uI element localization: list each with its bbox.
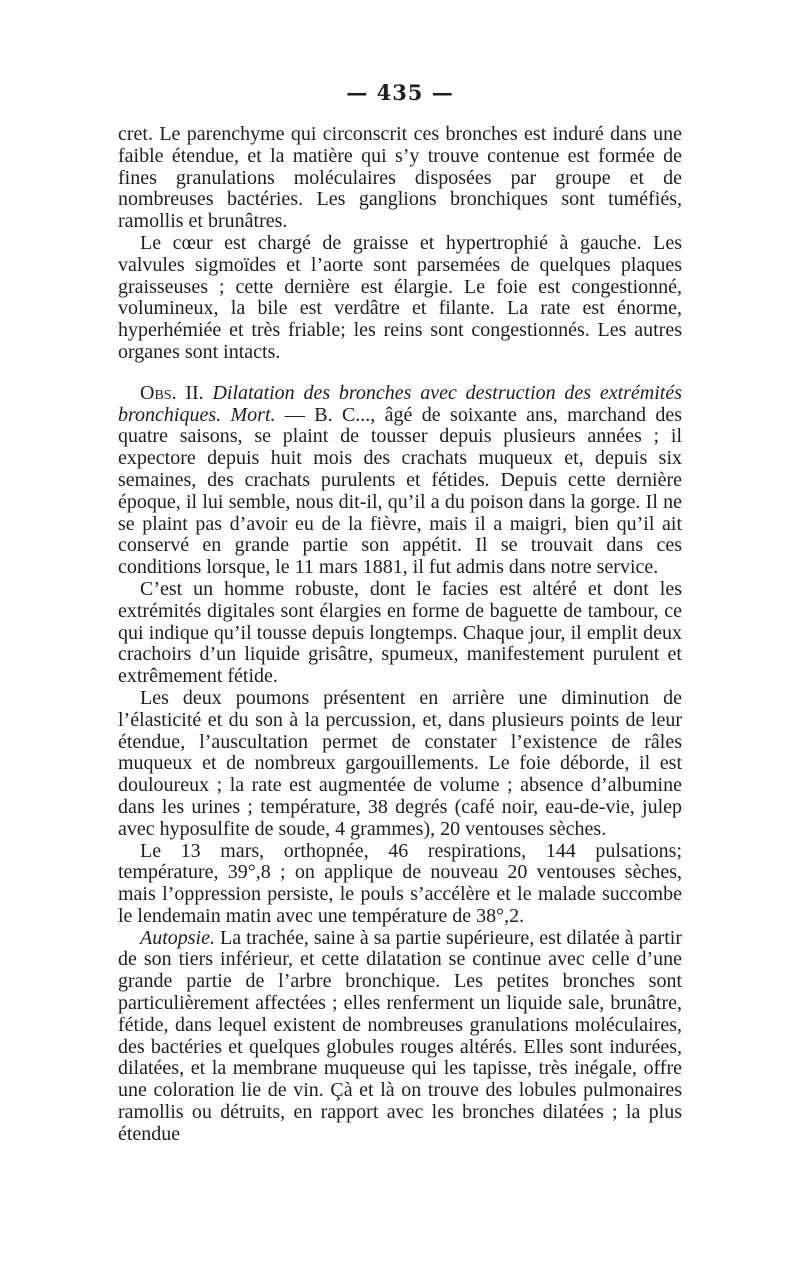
autopsy-text: La trachée, saine à sa partie supérieure, est dilatée à partir de son tiers inférieur, et cette dilatation se continue avec celle d’une grande partie de l’arbre bronchique. Les petites bronches sont particulièrement affectées ; elles renferment un liquide sale, brunâtre, fétide, dans lequel existent de nombreuses granulations moléculaires, des bactéries et quelques globules rouges altérés. Elles sont indurées, dilatées, et la membrane muqueuse qui les tapisse, très inégale, offre une coloration lie de vin. Çà et là on trouve des lobules pulmonaires ramollis ou détruits, en rapport avec les bronches dilatées ; la plus étendue: [118, 926, 682, 1145]
paragraph: C’est un homme robuste, dont le facies est altéré et dont les extrémités digitales sont élargies en forme de baguette de tambour, ce qui indique qu’il tousse depuis longtemps. Chaque jour, il emplit deux crachoirs d’un liquide grisâtre, spumeux, manifestement purulent et extrêmement fétide.: [118, 577, 682, 688]
page-number: — 435 —: [346, 80, 454, 105]
observation-label: Obs. II.: [140, 381, 204, 404]
paragraph: Les deux poumons présentent en arrière une diminution de l’élasticité et du son à la percussion, et, dans plusieurs points de leur étendue, l’auscultation permet de constater l’existence de râles muqueux et de nombreux gargouillements. Le foie déborde, il est douloureux ; la rate est augmentée de volume ; absence d’albumine dans les urines ; température, 38 degrés (café noir, eau-de-vie, julep avec hyposulfite de soude, 4 grammes), 20 ventouses sèches.: [118, 686, 682, 840]
paragraph: Le 13 mars, orthopnée, 46 respirations, 144 pulsations; température, 39°,8 ; on applique de nouveau 20 ventouses sèches, mais l’oppression persiste, le pouls s’accélère et le malade succombe le lendemain matin avec une température de 38°,2.: [118, 839, 682, 927]
autopsy-paragraph: [118, 928, 682, 1146]
paragraph: cret. Le parenchyme qui circonscrit ces bronches est induré dans une faible étendue, et la matière qui s’y trouve contenue est formée de fines granulations moléculaires disposées par groupe et de nombreuses bactéries. Les ganglions bronchiques sont tuméfiés, ramollis et brunâtres.: [118, 123, 682, 233]
autopsy-lead: Autopsie.: [140, 926, 215, 949]
observation-text: — B. C..., âgé de soixante ans, marchand des quatre saisons, se plaint de tousser depuis plusieurs années ; il expectore depuis huit mois des crachats muqueux et, depuis six semaines, des crachats purulents et fétides. Depuis cette dernière époque, il lui semble, nous dit-il, qu’il a du poison dans la gorge. Il ne se plaint pas d’avoir eu de la fièvre, mais il a maigri, bien qu’il ait conservé en grande partie son appétit. Il se trouvait dans ces conditions lorsque, le 11 mars 1881, il fut admis dans notre service.: [118, 403, 682, 579]
observation-paragraph: [118, 383, 682, 579]
paragraph: Le cœur est chargé de graisse et hypertrophié à gauche. Les valvules sigmoïdes et l’aorte sont parsemées de quelques plaques graisseuses ; cette dernière est élargie. Le foie est congestionné, volumineux, la bile est verdâtre et filante. La rate est énorme, hyperhémiée et très friable; les reins sont congestionnés. Les autres organes sont intacts.: [118, 231, 682, 363]
body-text: [118, 124, 682, 1146]
observation-title: Dilatation des bronches avec destruction des extrémités bronchiques. Mort.: [118, 381, 683, 426]
